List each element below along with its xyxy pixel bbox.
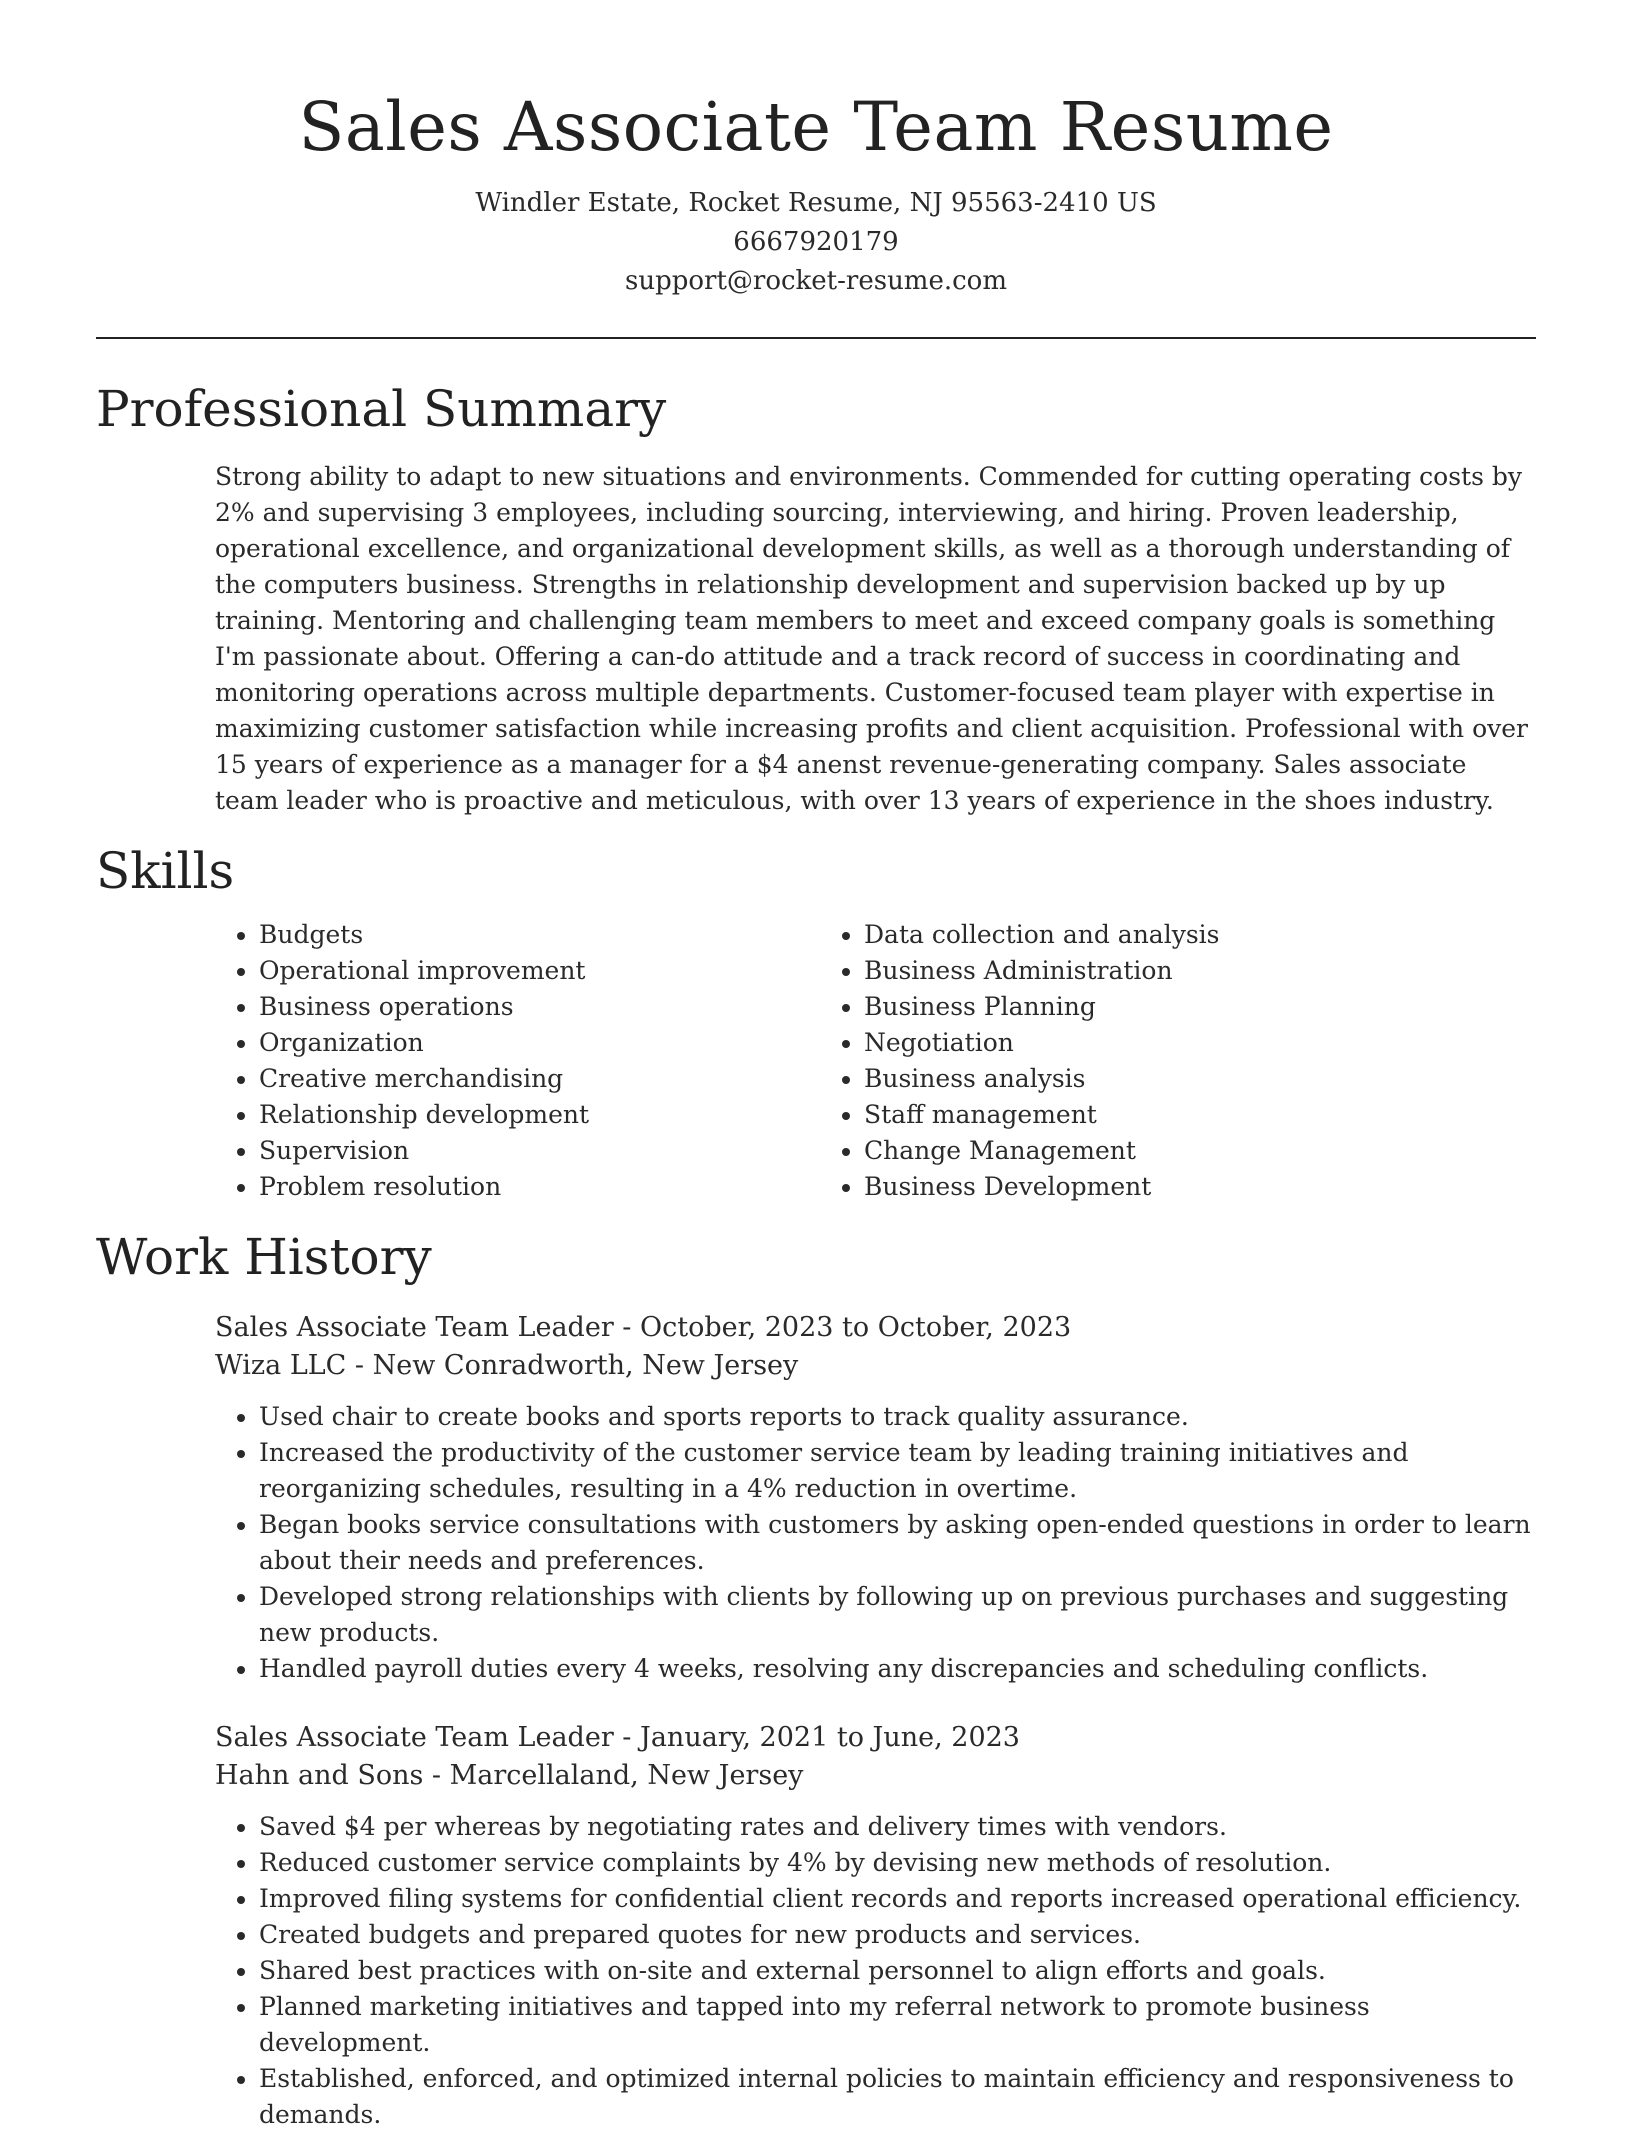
resume-title: Sales Associate Team Resume (298, 88, 1334, 166)
job-bullet: • Used chair to create books and sports reports to track quality assurance. (259, 1399, 1536, 1435)
skills-list-right (820, 917, 1219, 1205)
job-bullet-list (215, 1399, 1536, 1687)
resume-header (96, 0, 1536, 301)
job-bullet: • Improved filing systems for confidential client records and reports increased operational efficiency. (259, 1881, 1536, 1917)
job-role-line: Sales Associate Team Leader - January, 2021 to June, 2023 (215, 1722, 1020, 1753)
skill-item: • Data collection and analysis (864, 917, 1219, 953)
job-company-line: Wiza LLC - New Conradworth, New Jersey (215, 1350, 799, 1381)
skill-item: • Supervision (259, 1133, 820, 1169)
contact-block (96, 184, 1536, 301)
skill-item: • Business Administration (864, 953, 1219, 989)
job-entry (215, 1309, 1536, 1687)
job-bullet: • Developed strong relationships with clients by following up on previous purchases and suggesting new products. (259, 1579, 1536, 1651)
header-divider (96, 337, 1536, 339)
summary-heading: Professional Summary (96, 380, 667, 438)
job-bullet: • Established, enforced, and optimized internal policies to maintain efficiency and responsiveness to demands. (259, 2061, 1536, 2133)
skill-item: • Creative merchandising (259, 1061, 820, 1097)
skill-item: • Relationship development (259, 1097, 820, 1133)
contact-email: support@rocket-resume.com (624, 266, 1007, 296)
skill-item: • Problem resolution (259, 1169, 820, 1205)
job-bullet: • Increased the productivity of the customer service team by leading training initiatives and reorganizing schedules, resulting in a 4% reduction in overtime. (259, 1435, 1536, 1507)
skill-item: • Business operations (259, 989, 820, 1025)
skills-heading: Skills (96, 842, 235, 900)
job-bullet: • Shared best practices with on-site and external personnel to align efforts and goals. (259, 1953, 1536, 1989)
contact-phone: 6667920179 (733, 227, 899, 257)
skills-list-left (215, 917, 820, 1205)
skill-item: • Organization (259, 1025, 820, 1061)
skill-item: • Negotiation (864, 1025, 1219, 1061)
work-history-heading: Work History (96, 1228, 432, 1286)
skill-item: • Business Planning (864, 989, 1219, 1025)
skill-item: • Business Development (864, 1169, 1219, 1205)
job-bullet: • Reduced customer service complaints by 4% by devising new methods of resolution. (259, 1845, 1536, 1881)
job-bullet-list (215, 1809, 1536, 2133)
skill-item: • Staff management (864, 1097, 1219, 1133)
contact-address: Windler Estate, Rocket Resume, NJ 95563-2410 US (475, 188, 1157, 218)
skill-item: • Business analysis (864, 1061, 1219, 1097)
skill-item: • Change Management (864, 1133, 1219, 1169)
skills-grid (215, 917, 1536, 1205)
job-bullet: • Saved $4 per whereas by negotiating rates and delivery times with vendors. (259, 1809, 1536, 1845)
job-entry (215, 1719, 1536, 2133)
job-company-line: Hahn and Sons - Marcellaland, New Jersey (215, 1760, 804, 1791)
job-bullet: • Created budgets and prepared quotes for new products and services. (259, 1917, 1536, 1953)
skill-item: • Budgets (259, 917, 820, 953)
job-role-line: Sales Associate Team Leader - October, 2023 to October, 2023 (215, 1312, 1072, 1343)
job-bullet: • Began books service consultations with customers by asking open-ended questions in order to learn about their needs and preferences. (259, 1507, 1536, 1579)
job-bullet: • Handled payroll duties every 4 weeks, resolving any discrepancies and scheduling conflicts. (259, 1651, 1536, 1687)
job-bullet: • Planned marketing initiatives and tapped into my referral network to promote business development. (259, 1989, 1536, 2061)
summary-text: Strong ability to adapt to new situations and environments. Commended for cutting operating costs by 2% and supervising 3 employees, including sourcing, interviewing, and hiring. Proven leadership, operational excellence, and organizational development skills, as well as a thorough understanding of the computers business. Strengths in relationship development and supervision backed up by up training. Mentoring and challenging team members to meet and exceed company goals is something I'm passionate about. Offering a can-do attitude and a track record of success in coordinating and monitoring operations across multiple departments. Customer-focused team player with expertise in maximizing customer satisfaction while increasing profits and client acquisition. Professional with over 15 years of experience as a manager for a $4 anenst revenue-generating company. Sales associate team leader who is proactive and meticulous, with over 13 years of experience in the shoes industry. (215, 462, 1529, 815)
skill-item: • Operational improvement (259, 953, 820, 989)
